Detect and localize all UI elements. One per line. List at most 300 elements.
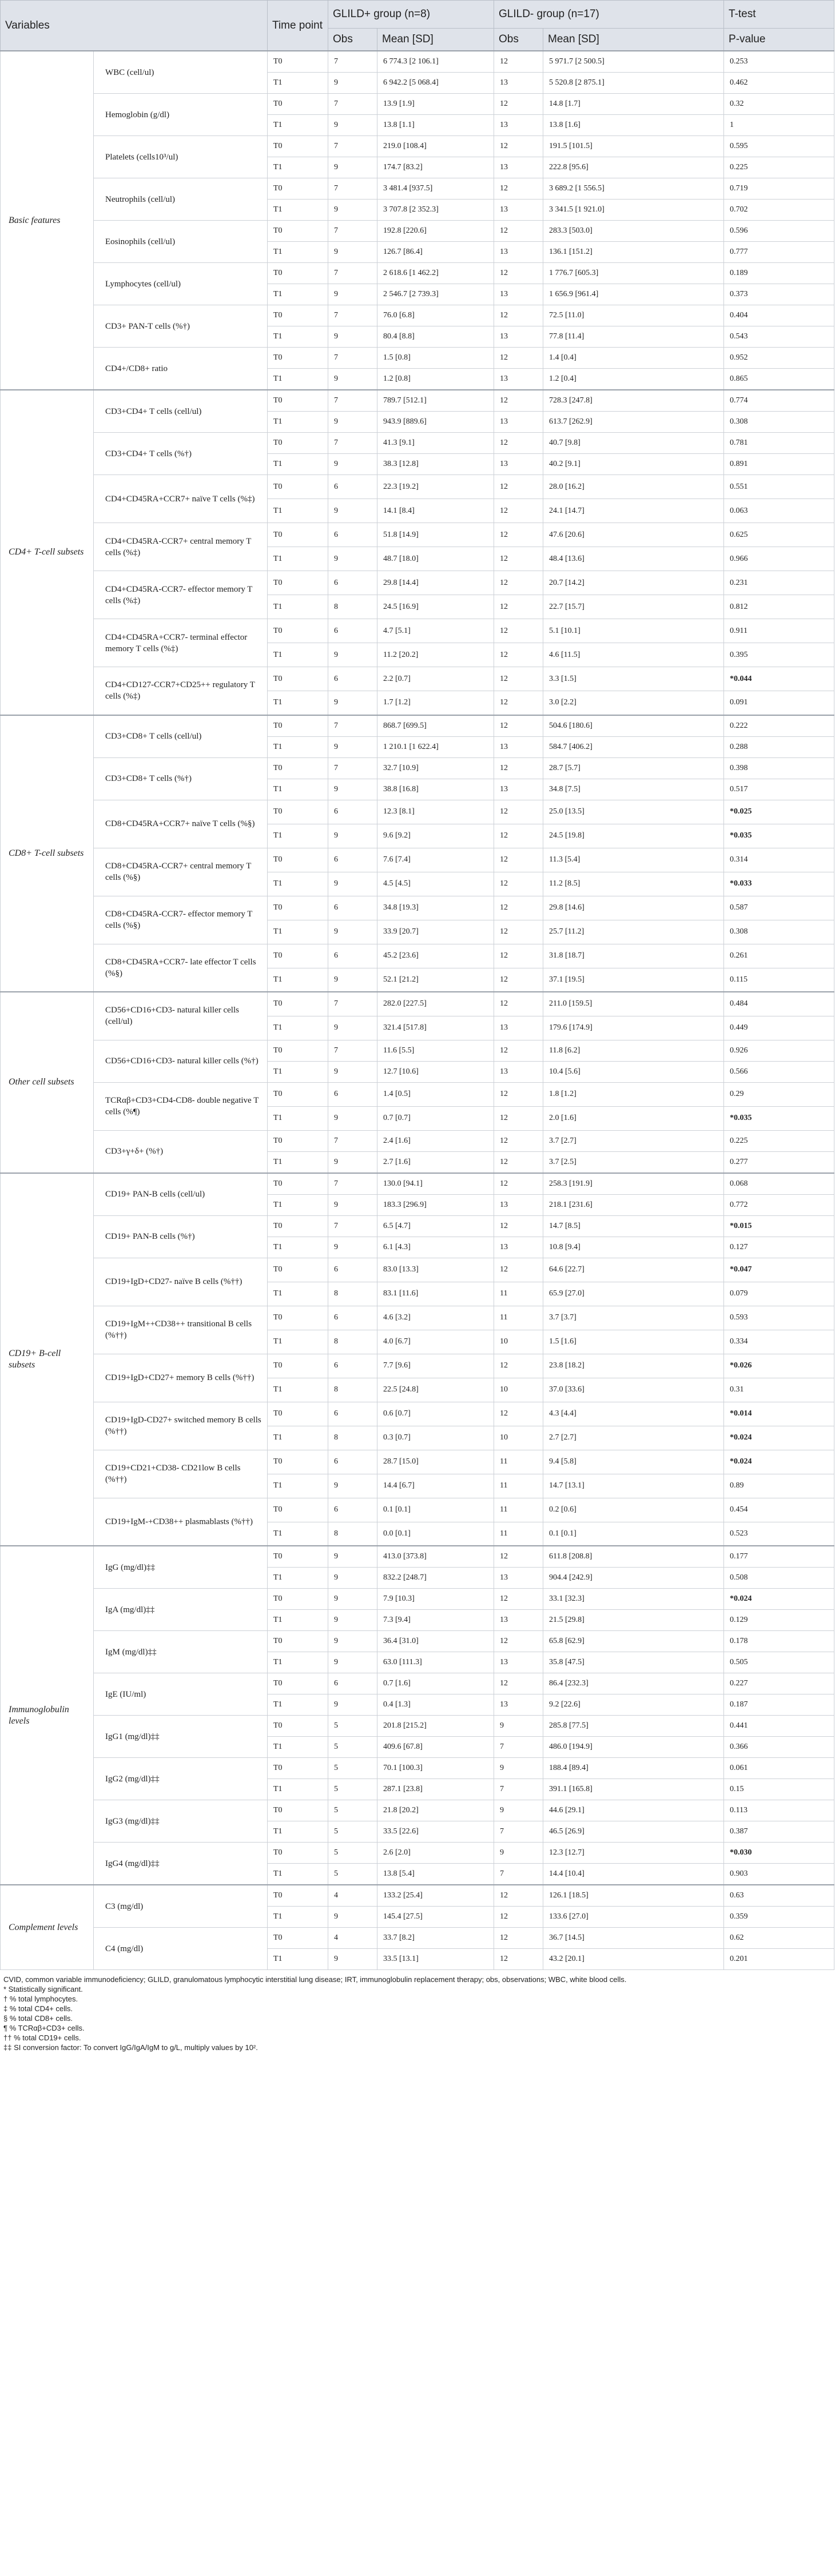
mean-sd-cell: 1 656.9 [961.4] bbox=[543, 284, 724, 305]
header-time-point: Time point bbox=[268, 1, 328, 51]
obs-cell: 12 bbox=[494, 1258, 543, 1282]
table-row bbox=[1, 1928, 834, 1949]
header-obs-1: Obs bbox=[328, 29, 377, 51]
obs-cell: 12 bbox=[494, 221, 543, 242]
mean-sd-cell: 0.1 [0.1] bbox=[543, 1522, 724, 1546]
obs-cell: 7 bbox=[494, 1737, 543, 1758]
time-point-cell: T0 bbox=[268, 1082, 328, 1106]
obs-cell: 12 bbox=[494, 1106, 543, 1130]
variable-label: Platelets (cells10³/ul) bbox=[94, 136, 268, 178]
time-point-cell: T0 bbox=[268, 1258, 328, 1282]
obs-cell: 11 bbox=[494, 1498, 543, 1522]
footnote: ‡ % total CD4+ cells. bbox=[3, 2004, 73, 2013]
variable-label: CD8+CD45RA-CCR7+ central memory T cells (%§) bbox=[94, 848, 268, 896]
mean-sd-cell: 11.2 [20.2] bbox=[377, 643, 494, 667]
obs-cell: 8 bbox=[328, 1426, 377, 1450]
mean-sd-cell: 10.8 [9.4] bbox=[543, 1237, 724, 1258]
time-point-cell: T1 bbox=[268, 1378, 328, 1402]
variable-label: CD3+γ+δ+ (%†) bbox=[94, 1130, 268, 1173]
p-value-cell: 0.903 bbox=[724, 1864, 834, 1885]
mean-sd-cell: 0.0 [0.1] bbox=[377, 1522, 494, 1546]
obs-cell: 7 bbox=[494, 1779, 543, 1800]
p-value-cell: 0.061 bbox=[724, 1758, 834, 1779]
p-value-cell: 0.091 bbox=[724, 691, 834, 715]
time-point-cell: T0 bbox=[268, 51, 328, 73]
obs-cell: 7 bbox=[328, 178, 377, 200]
obs-cell: 7 bbox=[494, 1821, 543, 1843]
p-value-cell: 0.62 bbox=[724, 1928, 834, 1949]
obs-cell: 13 bbox=[494, 369, 543, 390]
time-point-cell: T1 bbox=[268, 1237, 328, 1258]
table-row bbox=[1, 619, 834, 643]
mean-sd-cell: 192.8 [220.6] bbox=[377, 221, 494, 242]
mean-sd-cell: 86.4 [232.3] bbox=[543, 1673, 724, 1694]
p-value-cell: 0.593 bbox=[724, 1306, 834, 1330]
mean-sd-cell: 14.7 [13.1] bbox=[543, 1474, 724, 1498]
obs-cell: 12 bbox=[494, 263, 543, 284]
mean-sd-cell: 868.7 [699.5] bbox=[377, 715, 494, 737]
obs-cell: 7 bbox=[328, 221, 377, 242]
obs-cell: 6 bbox=[328, 896, 377, 920]
variable-label: CD19+CD21+CD38- CD21low B cells (%††) bbox=[94, 1450, 268, 1498]
variable-label: IgG4 (mg/dl)‡‡ bbox=[94, 1843, 268, 1885]
p-value-cell: 0.308 bbox=[724, 920, 834, 944]
obs-cell: 12 bbox=[494, 992, 543, 1016]
p-value-cell: 0.952 bbox=[724, 348, 834, 369]
mean-sd-cell: 64.6 [22.7] bbox=[543, 1258, 724, 1282]
mean-sd-cell: 22.5 [24.8] bbox=[377, 1378, 494, 1402]
p-value-cell: 1 bbox=[724, 115, 834, 136]
p-value-cell: 0.373 bbox=[724, 284, 834, 305]
variable-label: IgM (mg/dl)‡‡ bbox=[94, 1631, 268, 1673]
obs-cell: 12 bbox=[494, 94, 543, 115]
obs-cell: 9 bbox=[328, 1151, 377, 1173]
mean-sd-cell: 28.7 [15.0] bbox=[377, 1450, 494, 1474]
p-value-cell: 0.812 bbox=[724, 595, 834, 619]
time-point-cell: T0 bbox=[268, 1402, 328, 1426]
obs-cell: 10 bbox=[494, 1330, 543, 1354]
table-row bbox=[1, 1402, 834, 1426]
time-point-cell: T1 bbox=[268, 73, 328, 94]
table-row bbox=[1, 1546, 834, 1568]
mean-sd-cell: 3 481.4 [937.5] bbox=[377, 178, 494, 200]
mean-sd-cell: 38.8 [16.8] bbox=[377, 779, 494, 800]
obs-cell: 5 bbox=[328, 1716, 377, 1737]
obs-cell: 13 bbox=[494, 454, 543, 475]
p-value-cell: 0.911 bbox=[724, 619, 834, 643]
p-value-cell: 0.777 bbox=[724, 242, 834, 263]
mean-sd-cell: 2.6 [2.0] bbox=[377, 1843, 494, 1864]
obs-cell: 7 bbox=[328, 715, 377, 737]
mean-sd-cell: 2.7 [2.7] bbox=[543, 1426, 724, 1450]
obs-cell: 9 bbox=[328, 1949, 377, 1970]
obs-cell: 7 bbox=[328, 263, 377, 284]
time-point-cell: T0 bbox=[268, 619, 328, 643]
mean-sd-cell: 1 776.7 [605.3] bbox=[543, 263, 724, 284]
time-point-cell: T1 bbox=[268, 1194, 328, 1215]
time-point-cell: T0 bbox=[268, 178, 328, 200]
time-point-cell: T0 bbox=[268, 348, 328, 369]
time-point-cell: T1 bbox=[268, 412, 328, 433]
table-row bbox=[1, 1758, 834, 1779]
variable-label: CD4+CD45RA+CCR7- terminal effector memory T cells (%‡) bbox=[94, 619, 268, 667]
obs-cell: 11 bbox=[494, 1306, 543, 1330]
obs-cell: 13 bbox=[494, 284, 543, 305]
obs-cell: 9 bbox=[328, 643, 377, 667]
obs-cell: 9 bbox=[328, 1237, 377, 1258]
mean-sd-cell: 1.2 [0.4] bbox=[543, 369, 724, 390]
p-value-cell: 0.395 bbox=[724, 643, 834, 667]
time-point-cell: T1 bbox=[268, 1474, 328, 1498]
mean-sd-cell: 6.1 [4.3] bbox=[377, 1237, 494, 1258]
time-point-cell: T0 bbox=[268, 800, 328, 824]
p-value-cell: 0.314 bbox=[724, 848, 834, 872]
obs-cell: 12 bbox=[494, 1673, 543, 1694]
obs-cell: 11 bbox=[494, 1474, 543, 1498]
header-glild-plus: GLILD+ group (n=8) bbox=[328, 1, 494, 29]
footnote: ¶ % TCRαβ+CD3+ cells. bbox=[3, 2024, 85, 2032]
time-point-cell: T0 bbox=[268, 221, 328, 242]
obs-cell: 12 bbox=[494, 1402, 543, 1426]
mean-sd-cell: 3.3 [1.5] bbox=[543, 667, 724, 691]
p-value-cell: 0.595 bbox=[724, 136, 834, 157]
time-point-cell: T0 bbox=[268, 305, 328, 326]
mean-sd-cell: 7.7 [9.6] bbox=[377, 1354, 494, 1378]
section-label: Other cell subsets bbox=[1, 992, 94, 1173]
variable-label: IgG (mg/dl)‡‡ bbox=[94, 1546, 268, 1589]
obs-cell: 12 bbox=[494, 348, 543, 369]
mean-sd-cell: 1.4 [0.4] bbox=[543, 348, 724, 369]
table-row bbox=[1, 1173, 834, 1195]
obs-cell: 13 bbox=[494, 1061, 543, 1082]
obs-cell: 13 bbox=[494, 326, 543, 348]
mean-sd-cell: 2.2 [0.7] bbox=[377, 667, 494, 691]
mean-sd-cell: 14.1 [8.4] bbox=[377, 499, 494, 523]
mean-sd-cell: 3.7 [2.7] bbox=[543, 1130, 724, 1151]
time-point-cell: T0 bbox=[268, 944, 328, 968]
header-pvalue: P-value bbox=[724, 29, 834, 51]
p-value-cell: 0.966 bbox=[724, 547, 834, 571]
time-point-cell: T0 bbox=[268, 390, 328, 412]
p-value-cell: 0.29 bbox=[724, 1082, 834, 1106]
obs-cell: 9 bbox=[328, 1907, 377, 1928]
obs-cell: 13 bbox=[494, 779, 543, 800]
variable-label: CD8+CD45RA+CCR7- late effector T cells (%§) bbox=[94, 944, 268, 992]
time-point-cell: T0 bbox=[268, 1215, 328, 1237]
mean-sd-cell: 29.8 [14.6] bbox=[543, 896, 724, 920]
mean-sd-cell: 22.7 [15.7] bbox=[543, 595, 724, 619]
variable-label: CD19+ PAN-B cells (%†) bbox=[94, 1215, 268, 1258]
mean-sd-cell: 7.3 [9.4] bbox=[377, 1610, 494, 1631]
mean-sd-cell: 4.7 [5.1] bbox=[377, 619, 494, 643]
obs-cell: 13 bbox=[494, 242, 543, 263]
footnote: § % total CD8+ cells. bbox=[3, 2014, 73, 2023]
time-point-cell: T0 bbox=[268, 667, 328, 691]
variable-label: IgA (mg/dl)‡‡ bbox=[94, 1589, 268, 1631]
time-point-cell: T0 bbox=[268, 523, 328, 547]
obs-cell: 6 bbox=[328, 619, 377, 643]
obs-cell: 11 bbox=[494, 1282, 543, 1306]
p-value-cell: 0.115 bbox=[724, 968, 834, 992]
p-value-cell: 0.63 bbox=[724, 1885, 834, 1907]
mean-sd-cell: 258.3 [191.9] bbox=[543, 1173, 724, 1195]
p-value-cell: 0.231 bbox=[724, 571, 834, 595]
time-point-cell: T0 bbox=[268, 1498, 328, 1522]
obs-cell: 7 bbox=[328, 348, 377, 369]
variable-label: CD56+CD16+CD3- natural killer cells (cell/ul) bbox=[94, 992, 268, 1040]
mean-sd-cell: 12.3 [12.7] bbox=[543, 1843, 724, 1864]
time-point-cell: T1 bbox=[268, 157, 328, 178]
variable-label: CD8+CD45RA-CCR7- effector memory T cells (%§) bbox=[94, 896, 268, 944]
time-point-cell: T1 bbox=[268, 284, 328, 305]
p-value-cell: 0.454 bbox=[724, 1498, 834, 1522]
mean-sd-cell: 11.3 [5.4] bbox=[543, 848, 724, 872]
obs-cell: 5 bbox=[328, 1758, 377, 1779]
obs-cell: 9 bbox=[328, 1194, 377, 1215]
mean-sd-cell: 6.5 [4.7] bbox=[377, 1215, 494, 1237]
p-value-cell: 0.404 bbox=[724, 305, 834, 326]
p-value-cell: 0.113 bbox=[724, 1800, 834, 1821]
time-point-cell: T1 bbox=[268, 1061, 328, 1082]
mean-sd-cell: 10.4 [5.6] bbox=[543, 1061, 724, 1082]
p-value-cell: 0.189 bbox=[724, 263, 834, 284]
obs-cell: 12 bbox=[494, 1631, 543, 1652]
time-point-cell: T1 bbox=[268, 1821, 328, 1843]
obs-cell: 13 bbox=[494, 157, 543, 178]
footnote: †† % total CD19+ cells. bbox=[3, 2033, 81, 2042]
time-point-cell: T1 bbox=[268, 595, 328, 619]
mean-sd-cell: 5 971.7 [2 500.5] bbox=[543, 51, 724, 73]
obs-cell: 9 bbox=[328, 284, 377, 305]
mean-sd-cell: 34.8 [19.3] bbox=[377, 896, 494, 920]
obs-cell: 7 bbox=[328, 757, 377, 779]
obs-cell: 12 bbox=[494, 1885, 543, 1907]
mean-sd-cell: 133.6 [27.0] bbox=[543, 1907, 724, 1928]
obs-cell: 13 bbox=[494, 73, 543, 94]
obs-cell: 11 bbox=[494, 1522, 543, 1546]
p-value-cell: 0.32 bbox=[724, 94, 834, 115]
time-point-cell: T1 bbox=[268, 1106, 328, 1130]
mean-sd-cell: 28.7 [5.7] bbox=[543, 757, 724, 779]
variable-label: CD19+IgM-+CD38++ plasmablasts (%††) bbox=[94, 1498, 268, 1546]
mean-sd-cell: 43.2 [20.1] bbox=[543, 1949, 724, 1970]
time-point-cell: T1 bbox=[268, 1426, 328, 1450]
time-point-cell: T0 bbox=[268, 1843, 328, 1864]
obs-cell: 9 bbox=[328, 1546, 377, 1568]
mean-sd-cell: 2.0 [1.6] bbox=[543, 1106, 724, 1130]
variable-label: CD3+CD8+ T cells (%†) bbox=[94, 757, 268, 800]
table-row bbox=[1, 1215, 834, 1237]
mean-sd-cell: 0.4 [1.3] bbox=[377, 1694, 494, 1716]
variable-label: IgE (IU/ml) bbox=[94, 1673, 268, 1716]
obs-cell: 5 bbox=[328, 1821, 377, 1843]
section-label: Basic features bbox=[1, 51, 94, 390]
mean-sd-cell: 409.6 [67.8] bbox=[377, 1737, 494, 1758]
time-point-cell: T1 bbox=[268, 369, 328, 390]
mean-sd-cell: 6 774.3 [2 106.1] bbox=[377, 51, 494, 73]
time-point-cell: T1 bbox=[268, 1568, 328, 1589]
p-value-cell: 0.222 bbox=[724, 715, 834, 737]
obs-cell: 9 bbox=[328, 1474, 377, 1498]
mean-sd-cell: 34.8 [7.5] bbox=[543, 779, 724, 800]
time-point-cell: T0 bbox=[268, 1800, 328, 1821]
table-row bbox=[1, 305, 834, 326]
mean-sd-cell: 14.4 [10.4] bbox=[543, 1864, 724, 1885]
variable-label: CD19+ PAN-B cells (cell/ul) bbox=[94, 1173, 268, 1216]
obs-cell: 5 bbox=[328, 1737, 377, 1758]
obs-cell: 10 bbox=[494, 1426, 543, 1450]
table-row bbox=[1, 94, 834, 115]
footnote: * Statistically significant. bbox=[3, 1985, 83, 1993]
obs-cell: 7 bbox=[328, 1215, 377, 1237]
mean-sd-cell: 44.6 [29.1] bbox=[543, 1800, 724, 1821]
mean-sd-cell: 1.4 [0.5] bbox=[377, 1082, 494, 1106]
variable-label: Lymphocytes (cell/ul) bbox=[94, 263, 268, 305]
table-row bbox=[1, 1800, 834, 1821]
mean-sd-cell: 2.4 [1.6] bbox=[377, 1130, 494, 1151]
time-point-cell: T1 bbox=[268, 968, 328, 992]
mean-sd-cell: 12.3 [8.1] bbox=[377, 800, 494, 824]
mean-sd-cell: 126.1 [18.5] bbox=[543, 1885, 724, 1907]
mean-sd-cell: 51.8 [14.9] bbox=[377, 523, 494, 547]
time-point-cell: T1 bbox=[268, 1151, 328, 1173]
mean-sd-cell: 287.1 [23.8] bbox=[377, 1779, 494, 1800]
time-point-cell: T0 bbox=[268, 263, 328, 284]
mean-sd-cell: 46.5 [26.9] bbox=[543, 1821, 724, 1843]
table-row bbox=[1, 390, 834, 412]
variable-label: CD19+IgD+CD27- naïve B cells (%††) bbox=[94, 1258, 268, 1306]
p-value-cell: 0.201 bbox=[724, 1949, 834, 1970]
obs-cell: 9 bbox=[328, 1610, 377, 1631]
table-row bbox=[1, 1306, 834, 1330]
variable-label: CD4+CD45RA-CCR7+ central memory T cells (%‡) bbox=[94, 523, 268, 571]
mean-sd-cell: 47.6 [20.6] bbox=[543, 523, 724, 547]
time-point-cell: T0 bbox=[268, 848, 328, 872]
time-point-cell: T0 bbox=[268, 1130, 328, 1151]
mean-sd-cell: 33.9 [20.7] bbox=[377, 920, 494, 944]
mean-sd-cell: 33.7 [8.2] bbox=[377, 1928, 494, 1949]
mean-sd-cell: 832.2 [248.7] bbox=[377, 1568, 494, 1589]
table-row bbox=[1, 1498, 834, 1522]
variable-label: Neutrophils (cell/ul) bbox=[94, 178, 268, 221]
time-point-cell: T1 bbox=[268, 1737, 328, 1758]
mean-sd-cell: 1 210.1 [1 622.4] bbox=[377, 736, 494, 757]
mean-sd-cell: 20.7 [14.2] bbox=[543, 571, 724, 595]
table-row bbox=[1, 667, 834, 691]
mean-sd-cell: 613.7 [262.9] bbox=[543, 412, 724, 433]
p-value-cell: *0.024 bbox=[724, 1589, 834, 1610]
obs-cell: 12 bbox=[494, 1928, 543, 1949]
mean-sd-cell: 504.6 [180.6] bbox=[543, 715, 724, 737]
mean-sd-cell: 28.0 [16.2] bbox=[543, 475, 724, 499]
mean-sd-cell: 2 618.6 [1 462.2] bbox=[377, 263, 494, 284]
time-point-cell: T1 bbox=[268, 547, 328, 571]
obs-cell: 12 bbox=[494, 178, 543, 200]
mean-sd-cell: 24.5 [16.9] bbox=[377, 595, 494, 619]
mean-sd-cell: 3 707.8 [2 352.3] bbox=[377, 200, 494, 221]
mean-sd-cell: 22.3 [19.2] bbox=[377, 475, 494, 499]
obs-cell: 8 bbox=[328, 595, 377, 619]
obs-cell: 13 bbox=[494, 1652, 543, 1673]
mean-sd-cell: 1.7 [1.2] bbox=[377, 691, 494, 715]
obs-cell: 9 bbox=[328, 920, 377, 944]
p-value-cell: 0.449 bbox=[724, 1016, 834, 1040]
obs-cell: 12 bbox=[494, 1907, 543, 1928]
obs-cell: 9 bbox=[328, 547, 377, 571]
obs-cell: 12 bbox=[494, 1173, 543, 1195]
p-value-cell: 0.505 bbox=[724, 1652, 834, 1673]
obs-cell: 8 bbox=[328, 1522, 377, 1546]
mean-sd-cell: 65.9 [27.0] bbox=[543, 1282, 724, 1306]
section-label: CD4+ T-cell subsets bbox=[1, 390, 94, 715]
obs-cell: 9 bbox=[328, 73, 377, 94]
table-row bbox=[1, 1885, 834, 1907]
table-row bbox=[1, 136, 834, 157]
variable-label: Hemoglobin (g/dl) bbox=[94, 94, 268, 136]
obs-cell: 13 bbox=[494, 1194, 543, 1215]
obs-cell: 9 bbox=[328, 242, 377, 263]
time-point-cell: T1 bbox=[268, 499, 328, 523]
time-point-cell: T0 bbox=[268, 1354, 328, 1378]
obs-cell: 12 bbox=[494, 691, 543, 715]
p-value-cell: *0.024 bbox=[724, 1426, 834, 1450]
footnote: CVID, common variable immunodeficiency; GLILD, granulomatous lymphocytic interstitial lung disease; IRT, immunoglobulin replacement therapy; obs, observations; WBC, white blood cells. bbox=[3, 1975, 627, 1984]
p-value-cell: 0.587 bbox=[724, 896, 834, 920]
mean-sd-cell: 321.4 [517.8] bbox=[377, 1016, 494, 1040]
table-row bbox=[1, 1130, 834, 1151]
obs-cell: 13 bbox=[494, 736, 543, 757]
mean-sd-cell: 24.5 [19.8] bbox=[543, 824, 724, 848]
obs-cell: 12 bbox=[494, 475, 543, 499]
mean-sd-cell: 413.0 [373.8] bbox=[377, 1546, 494, 1568]
mean-sd-cell: 174.7 [83.2] bbox=[377, 157, 494, 178]
table-row bbox=[1, 757, 834, 779]
variable-label: IgG3 (mg/dl)‡‡ bbox=[94, 1800, 268, 1843]
obs-cell: 13 bbox=[494, 1237, 543, 1258]
p-value-cell: 0.387 bbox=[724, 1821, 834, 1843]
time-point-cell: T0 bbox=[268, 1306, 328, 1330]
mean-sd-cell: 2 546.7 [2 739.3] bbox=[377, 284, 494, 305]
time-point-cell: T1 bbox=[268, 1949, 328, 1970]
obs-cell: 9 bbox=[494, 1716, 543, 1737]
obs-cell: 9 bbox=[328, 1106, 377, 1130]
p-value-cell: 0.89 bbox=[724, 1474, 834, 1498]
time-point-cell: T0 bbox=[268, 896, 328, 920]
obs-cell: 12 bbox=[494, 1040, 543, 1061]
obs-cell: 9 bbox=[328, 326, 377, 348]
mean-sd-cell: 83.1 [11.6] bbox=[377, 1282, 494, 1306]
mean-sd-cell: 1.5 [0.8] bbox=[377, 348, 494, 369]
obs-cell: 13 bbox=[494, 1016, 543, 1040]
obs-cell: 9 bbox=[328, 1061, 377, 1082]
table-row bbox=[1, 263, 834, 284]
mean-sd-cell: 130.0 [94.1] bbox=[377, 1173, 494, 1195]
p-value-cell: 0.462 bbox=[724, 73, 834, 94]
p-value-cell: 0.079 bbox=[724, 1282, 834, 1306]
obs-cell: 12 bbox=[494, 643, 543, 667]
time-point-cell: T1 bbox=[268, 691, 328, 715]
mean-sd-cell: 12.7 [10.6] bbox=[377, 1061, 494, 1082]
obs-cell: 9 bbox=[328, 1016, 377, 1040]
obs-cell: 12 bbox=[494, 1354, 543, 1378]
table-row bbox=[1, 1673, 834, 1694]
mean-sd-cell: 33.5 [13.1] bbox=[377, 1949, 494, 1970]
obs-cell: 6 bbox=[328, 1498, 377, 1522]
mean-sd-cell: 40.7 [9.8] bbox=[543, 433, 724, 454]
p-value-cell: 0.308 bbox=[724, 412, 834, 433]
variable-label: WBC (cell/ul) bbox=[94, 51, 268, 94]
time-point-cell: T1 bbox=[268, 115, 328, 136]
